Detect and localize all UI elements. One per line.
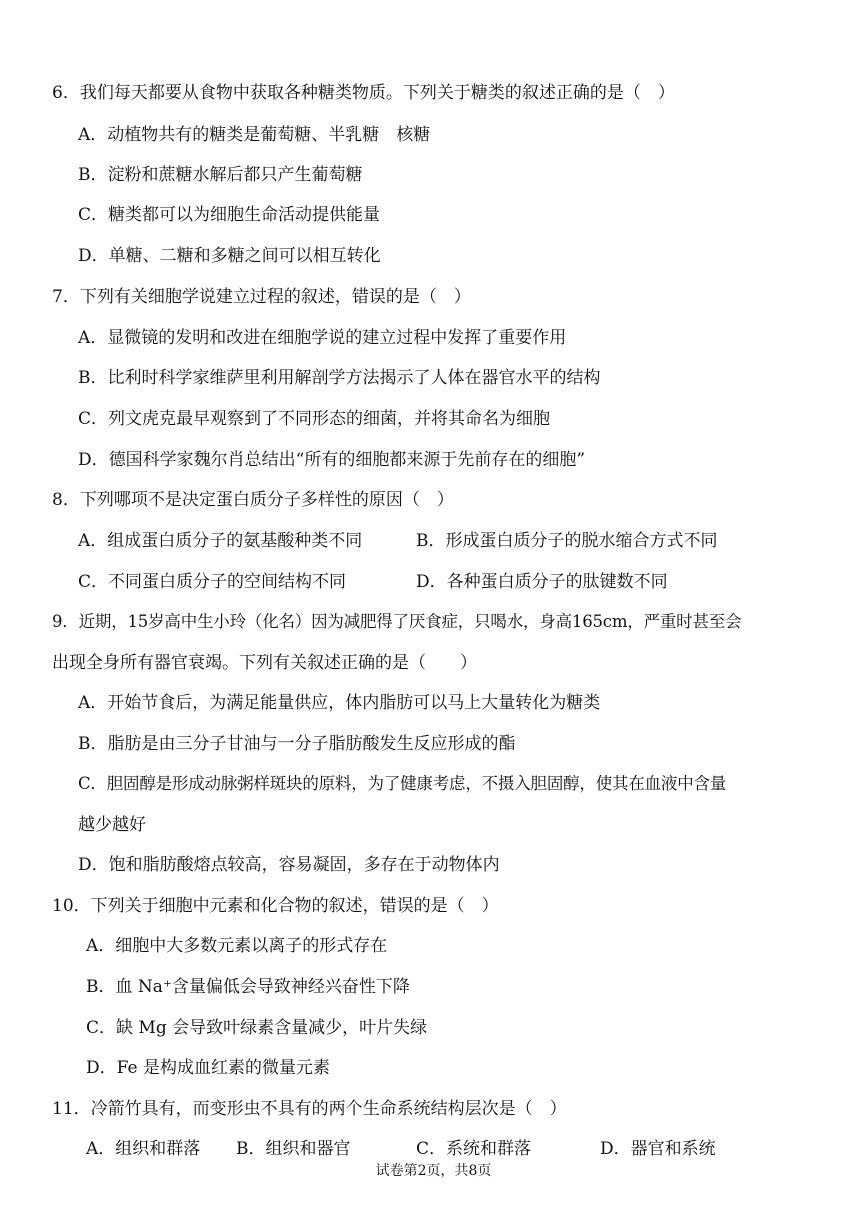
question-10-option-a: A．细胞中大多数元素以离子的形式存在: [86, 936, 388, 956]
question-9-option-c-continued: 越少越好: [78, 815, 146, 835]
question-7-stem: 7．下列有关细胞学说建立过程的叙述，错误的是（ ）: [52, 287, 471, 307]
question-6-option-d: D．单糖、二糖和多糖之间可以相互转化: [78, 246, 381, 266]
question-10-stem: 10．下列关于细胞中元素和化合物的叙述，错误的是（ ）: [52, 896, 499, 916]
question-6-option-c: C．糖类都可以为细胞生命活动提供能量: [78, 205, 381, 225]
question-10-option-c: C．缺 Mg 会导致叶绿素含量减少，叶片失绿: [86, 1018, 428, 1038]
question-9-stem-line-1: 9．近期，15岁高中生小玲（化名）因为减肥得了厌食症，只喝水，身高165cm，严重时甚至会: [52, 612, 742, 631]
question-9-option-d: D．饱和脂肪酸熔点较高，容易凝固，多存在于动物体内: [78, 855, 500, 875]
question-11-option-a: A．组织和群落: [86, 1139, 201, 1159]
question-10-option-d: D．Fe 是构成血红素的微量元素: [86, 1058, 330, 1078]
question-11-option-d: D．器官和系统: [600, 1139, 716, 1159]
question-6-stem: 6．我们每天都要从食物中获取各种糖类物质。下列关于糖类的叙述正确的是（ ）: [52, 83, 675, 103]
question-9-option-b: B．脂肪是由三分子甘油与一分子脂肪酸发生反应形成的酯: [78, 734, 516, 754]
question-8-stem: 8．下列哪项不是决定蛋白质分子多样性的原因（ ）: [52, 490, 454, 510]
question-11-option-b: B．组织和器官: [236, 1139, 351, 1159]
question-8-option-b: B．形成蛋白质分子的脱水缩合方式不同: [416, 531, 718, 551]
question-6-option-b: B．淀粉和蔗糖水解后都只产生葡萄糖: [78, 165, 363, 185]
question-9-stem-line-2: 出现全身所有器官衰竭。下列有关叙述正确的是（ ）: [52, 653, 477, 673]
question-7-option-c: C．列文虎克最早观察到了不同形态的细菌，并将其命名为细胞: [78, 409, 551, 429]
question-9-option-c: C．胆固醇是形成动脉粥样斑块的原料，为了健康考虑，不摄入胆固醇，使其在血液中含量: [78, 774, 727, 793]
question-8-option-a: A．组成蛋白质分子的氨基酸种类不同: [78, 531, 363, 551]
page-footer: 试卷第2页，共8页: [375, 1163, 492, 1179]
question-6-option-a: A．动植物共有的糖类是葡萄糖、半乳糖 核糖: [78, 125, 431, 145]
question-8-option-c: C．不同蛋白质分子的空间结构不同: [78, 572, 347, 592]
question-10-option-b: B．血 Na⁺含量偏低会导致神经兴奋性下降: [86, 977, 410, 997]
question-7-option-d: D．德国科学家魏尔肖总结出“所有的细胞都来源于先前存在的细胞”: [78, 450, 586, 470]
question-7-option-a: A．显微镜的发明和改进在细胞学说的建立过程中发挥了重要作用: [78, 328, 567, 348]
question-11-stem: 11．冷箭竹具有，而变形虫不具有的两个生命系统结构层次是（ ）: [52, 1099, 567, 1119]
question-11-option-c: C．系统和群落: [416, 1139, 532, 1159]
question-7-option-b: B．比利时科学家维萨里利用解剖学方法揭示了人体在器官水平的结构: [78, 368, 601, 388]
question-9-option-a: A．开始节食后，为满足能量供应，体内脂肪可以马上大量转化为糖类: [78, 693, 601, 713]
question-8-option-d: D．各种蛋白质分子的肽键数不同: [416, 572, 668, 592]
